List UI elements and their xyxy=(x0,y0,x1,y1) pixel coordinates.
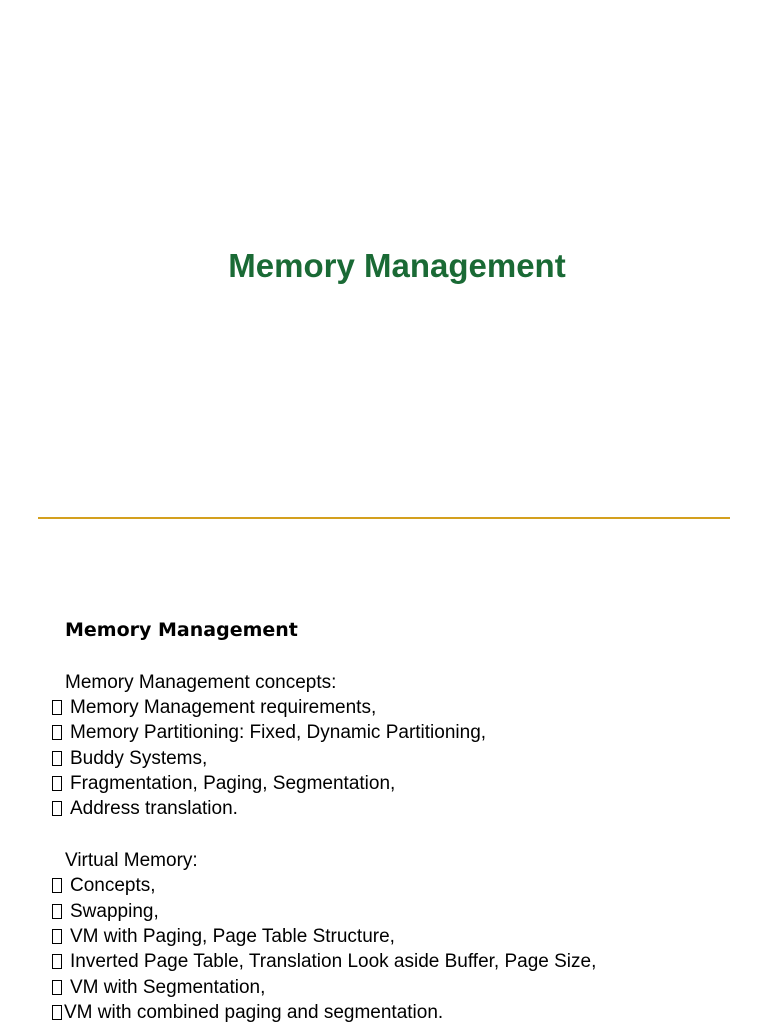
missing-glyph-box-icon xyxy=(52,725,62,740)
list-item-text: VM with Segmentation, xyxy=(70,977,266,998)
slide-title: Memory Management xyxy=(228,247,566,284)
list-item-text: Concepts, xyxy=(70,875,156,896)
list-item-text: Memory Management requirements, xyxy=(70,697,377,718)
title-divider xyxy=(38,517,730,519)
list-item xyxy=(52,899,159,924)
missing-glyph-box-icon xyxy=(52,929,62,944)
list-item-text: Buddy Systems, xyxy=(70,748,208,769)
missing-glyph-box-icon xyxy=(52,904,62,919)
list-item-text: VM with combined paging and segmentation. xyxy=(64,1002,444,1023)
list-item-text: Swapping, xyxy=(70,901,159,922)
missing-glyph-box-icon xyxy=(52,878,62,893)
outline-heading: Memory Management xyxy=(65,619,298,641)
list-item xyxy=(52,746,207,771)
missing-glyph-box-icon xyxy=(52,751,62,766)
missing-glyph-box-icon xyxy=(52,801,62,816)
list-item xyxy=(52,771,395,796)
list-item xyxy=(52,720,486,745)
list-item-text: Memory Partitioning: Fixed, Dynamic Partitioning, xyxy=(70,722,487,743)
missing-glyph-box-icon xyxy=(52,700,62,715)
list-item-text: VM with Paging, Page Table Structure, xyxy=(70,926,395,947)
list-item xyxy=(52,924,395,949)
section-intro-virtual-memory: Virtual Memory: xyxy=(65,850,198,871)
missing-glyph-box-icon xyxy=(52,1005,62,1020)
list-item-text: Fragmentation, Paging, Segmentation, xyxy=(70,773,396,794)
list-item xyxy=(52,873,156,898)
list-item xyxy=(52,975,265,1000)
list-item xyxy=(52,1000,443,1025)
list-item xyxy=(52,949,596,974)
list-item xyxy=(52,695,376,720)
list-item xyxy=(52,796,238,821)
section-intro-memory-concepts: Memory Management concepts: xyxy=(65,672,337,693)
missing-glyph-box-icon xyxy=(52,776,62,791)
list-item-text: Address translation. xyxy=(70,798,238,819)
list-item-text: Inverted Page Table, Translation Look aside Buffer, Page Size, xyxy=(70,951,597,972)
missing-glyph-box-icon xyxy=(52,980,62,995)
missing-glyph-box-icon xyxy=(52,954,62,969)
